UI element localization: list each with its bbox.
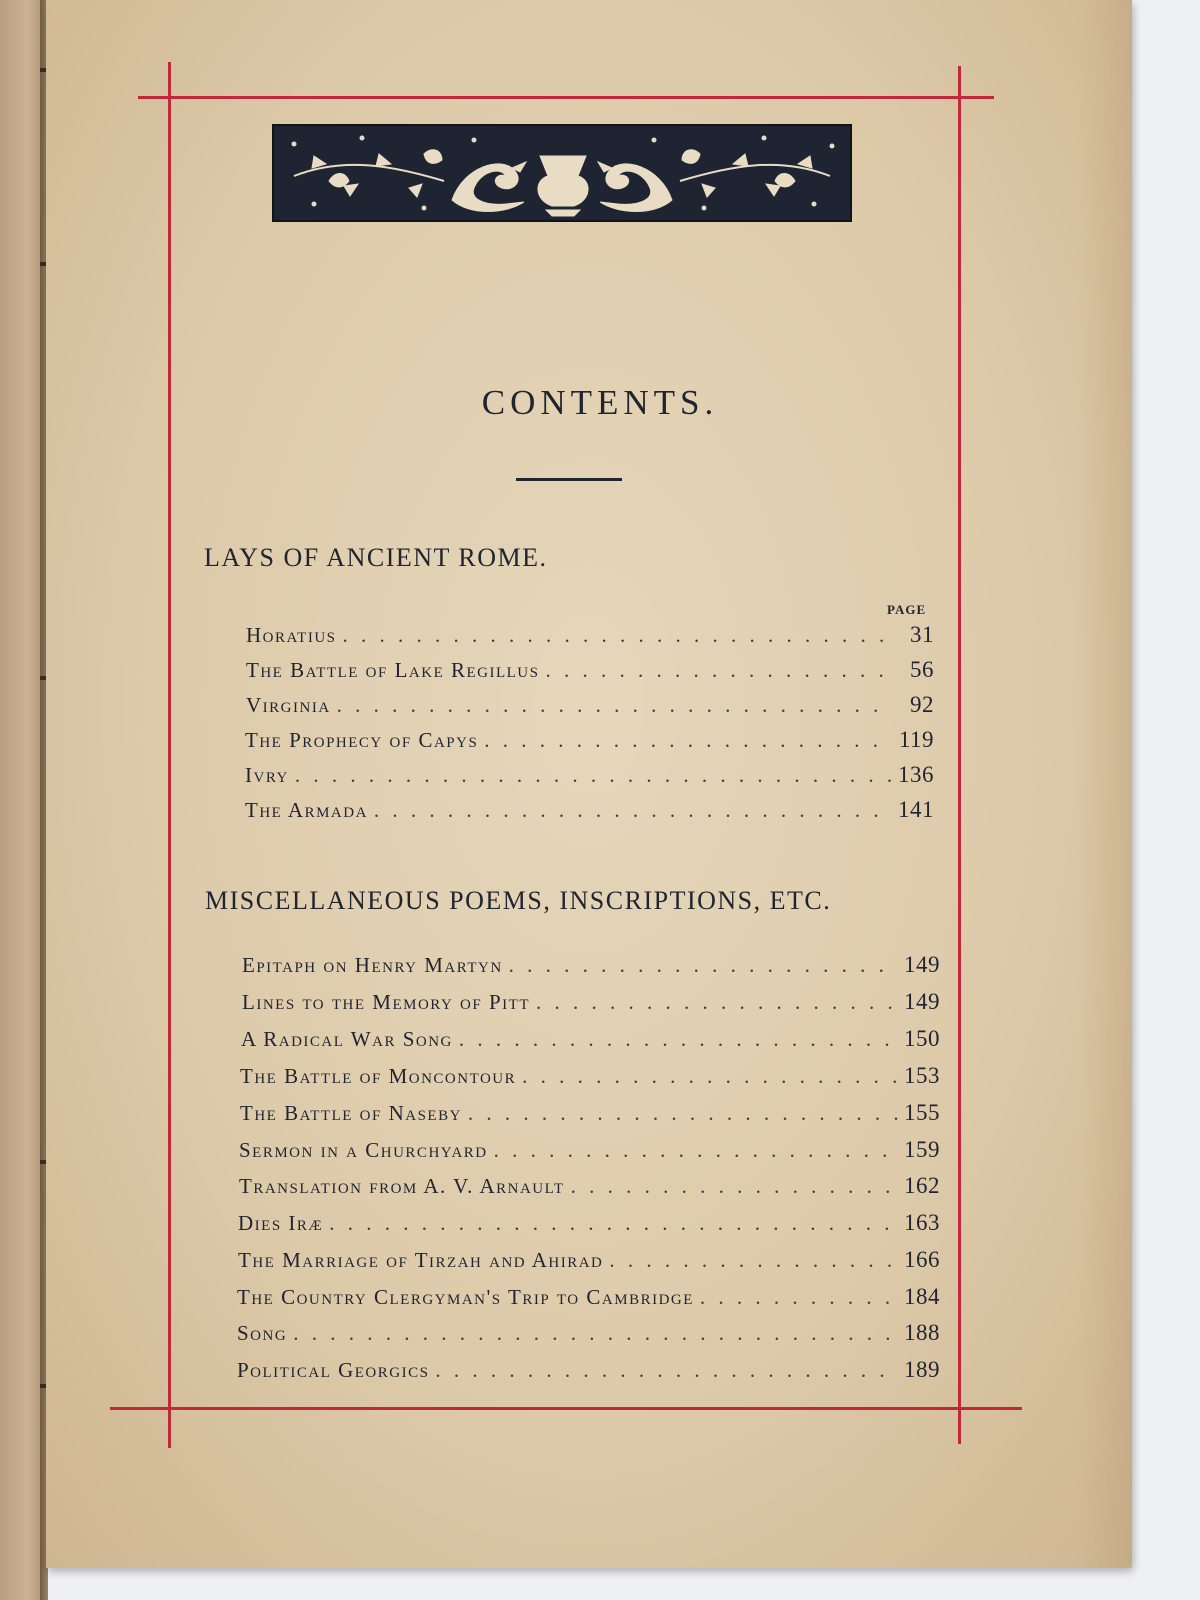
- dot-leader: [337, 693, 892, 718]
- title-divider: [516, 478, 622, 481]
- entry-title: Virginia: [246, 693, 331, 717]
- dot-leader: [536, 990, 898, 1015]
- dot-leader: [522, 1064, 898, 1089]
- entry-page: 155: [904, 1100, 940, 1125]
- dot-leader: [295, 763, 892, 788]
- toc-entry[interactable]: [242, 952, 940, 978]
- toc-entry[interactable]: [239, 1137, 940, 1163]
- border-rule-left: [168, 62, 171, 1448]
- entry-title: Lines to the Memory of Pitt: [242, 990, 530, 1014]
- toc-entry[interactable]: [245, 762, 934, 788]
- dot-leader: [484, 728, 892, 753]
- dot-leader: [545, 658, 892, 683]
- dot-leader: [459, 1027, 898, 1052]
- toc-entry[interactable]: [238, 1247, 940, 1273]
- dot-leader: [374, 798, 892, 823]
- entry-title: The Marriage of Tirzah and Ahirad: [238, 1248, 604, 1272]
- entry-page: 150: [904, 1026, 940, 1051]
- entry-title: Translation from A. V. Arnault: [239, 1174, 565, 1198]
- dot-leader: [571, 1174, 898, 1199]
- toc-entry[interactable]: [237, 1284, 940, 1310]
- entry-page: 56: [910, 657, 934, 682]
- entry-page: 31: [910, 622, 934, 647]
- entry-title: The Battle of Lake Regillus: [246, 658, 540, 682]
- entry-page: 149: [904, 989, 940, 1014]
- entry-page: 159: [904, 1137, 940, 1162]
- toc-entry[interactable]: [245, 727, 934, 753]
- toc-entry[interactable]: [237, 1357, 940, 1383]
- section-heading: MISCELLANEOUS POEMS, INSCRIPTIONS, ETC.: [205, 886, 832, 915]
- toc-entry[interactable]: [242, 989, 940, 1015]
- entry-title: The Battle of Moncontour: [240, 1064, 517, 1088]
- entry-page: 166: [904, 1247, 940, 1272]
- section-heading: LAYS OF ANCIENT ROME.: [204, 543, 548, 572]
- entry-title: Horatius: [246, 623, 337, 647]
- dot-leader: [609, 1248, 898, 1273]
- entry-page: 189: [904, 1357, 940, 1382]
- entry-page: 153: [904, 1063, 940, 1088]
- entry-title: Song: [237, 1321, 288, 1345]
- toc-entry[interactable]: [246, 657, 934, 683]
- entry-page: 92: [910, 692, 934, 717]
- page-edge-shading: [1078, 0, 1132, 1568]
- dot-leader: [435, 1358, 898, 1383]
- headpiece-ornament-icon: [272, 124, 852, 222]
- page-column-label: PAGE: [887, 602, 927, 617]
- toc-entry[interactable]: [238, 1210, 940, 1236]
- dot-leader: [494, 1138, 898, 1163]
- entry-page: 119: [898, 727, 934, 752]
- entry-page: 184: [904, 1284, 940, 1309]
- entry-title: The Armada: [245, 798, 368, 822]
- entry-page: 136: [898, 762, 934, 787]
- entry-page: 149: [904, 952, 940, 977]
- dot-leader: [343, 623, 892, 648]
- entry-title: The Country Clergyman's Trip to Cambridge: [237, 1285, 694, 1309]
- dot-leader: [700, 1285, 898, 1310]
- entry-page: 163: [904, 1210, 940, 1235]
- dot-leader: [509, 953, 898, 978]
- page-title: CONTENTS.: [481, 383, 719, 422]
- entry-title: A Radical War Song: [241, 1027, 453, 1051]
- toc-entry[interactable]: [241, 1026, 940, 1052]
- entry-page: 141: [898, 797, 934, 822]
- dot-leader: [329, 1211, 898, 1236]
- border-rule-bottom: [110, 1407, 1022, 1410]
- entry-title: Political Georgics: [237, 1358, 430, 1382]
- border-rule-top: [138, 96, 994, 99]
- toc-entry[interactable]: [240, 1063, 940, 1089]
- entry-title: Epitaph on Henry Martyn: [242, 953, 503, 977]
- toc-entry[interactable]: [246, 622, 934, 648]
- toc-entry[interactable]: [246, 692, 934, 718]
- dot-leader: [468, 1101, 898, 1126]
- entry-page: 162: [904, 1173, 940, 1198]
- entry-title: Dies Iræ: [238, 1211, 324, 1235]
- toc-entry[interactable]: [239, 1173, 940, 1199]
- toc-entry[interactable]: [245, 797, 934, 823]
- entry-page: 188: [904, 1320, 940, 1345]
- entry-title: The Battle of Naseby: [240, 1101, 462, 1125]
- toc-entry[interactable]: [237, 1320, 940, 1346]
- border-rule-right: [958, 66, 961, 1444]
- entry-title: Ivry: [245, 763, 289, 787]
- entry-title: The Prophecy of Capys: [245, 728, 479, 752]
- entry-title: Sermon in a Churchyard: [239, 1138, 488, 1162]
- toc-entry[interactable]: [240, 1100, 940, 1126]
- dot-leader: [293, 1321, 898, 1346]
